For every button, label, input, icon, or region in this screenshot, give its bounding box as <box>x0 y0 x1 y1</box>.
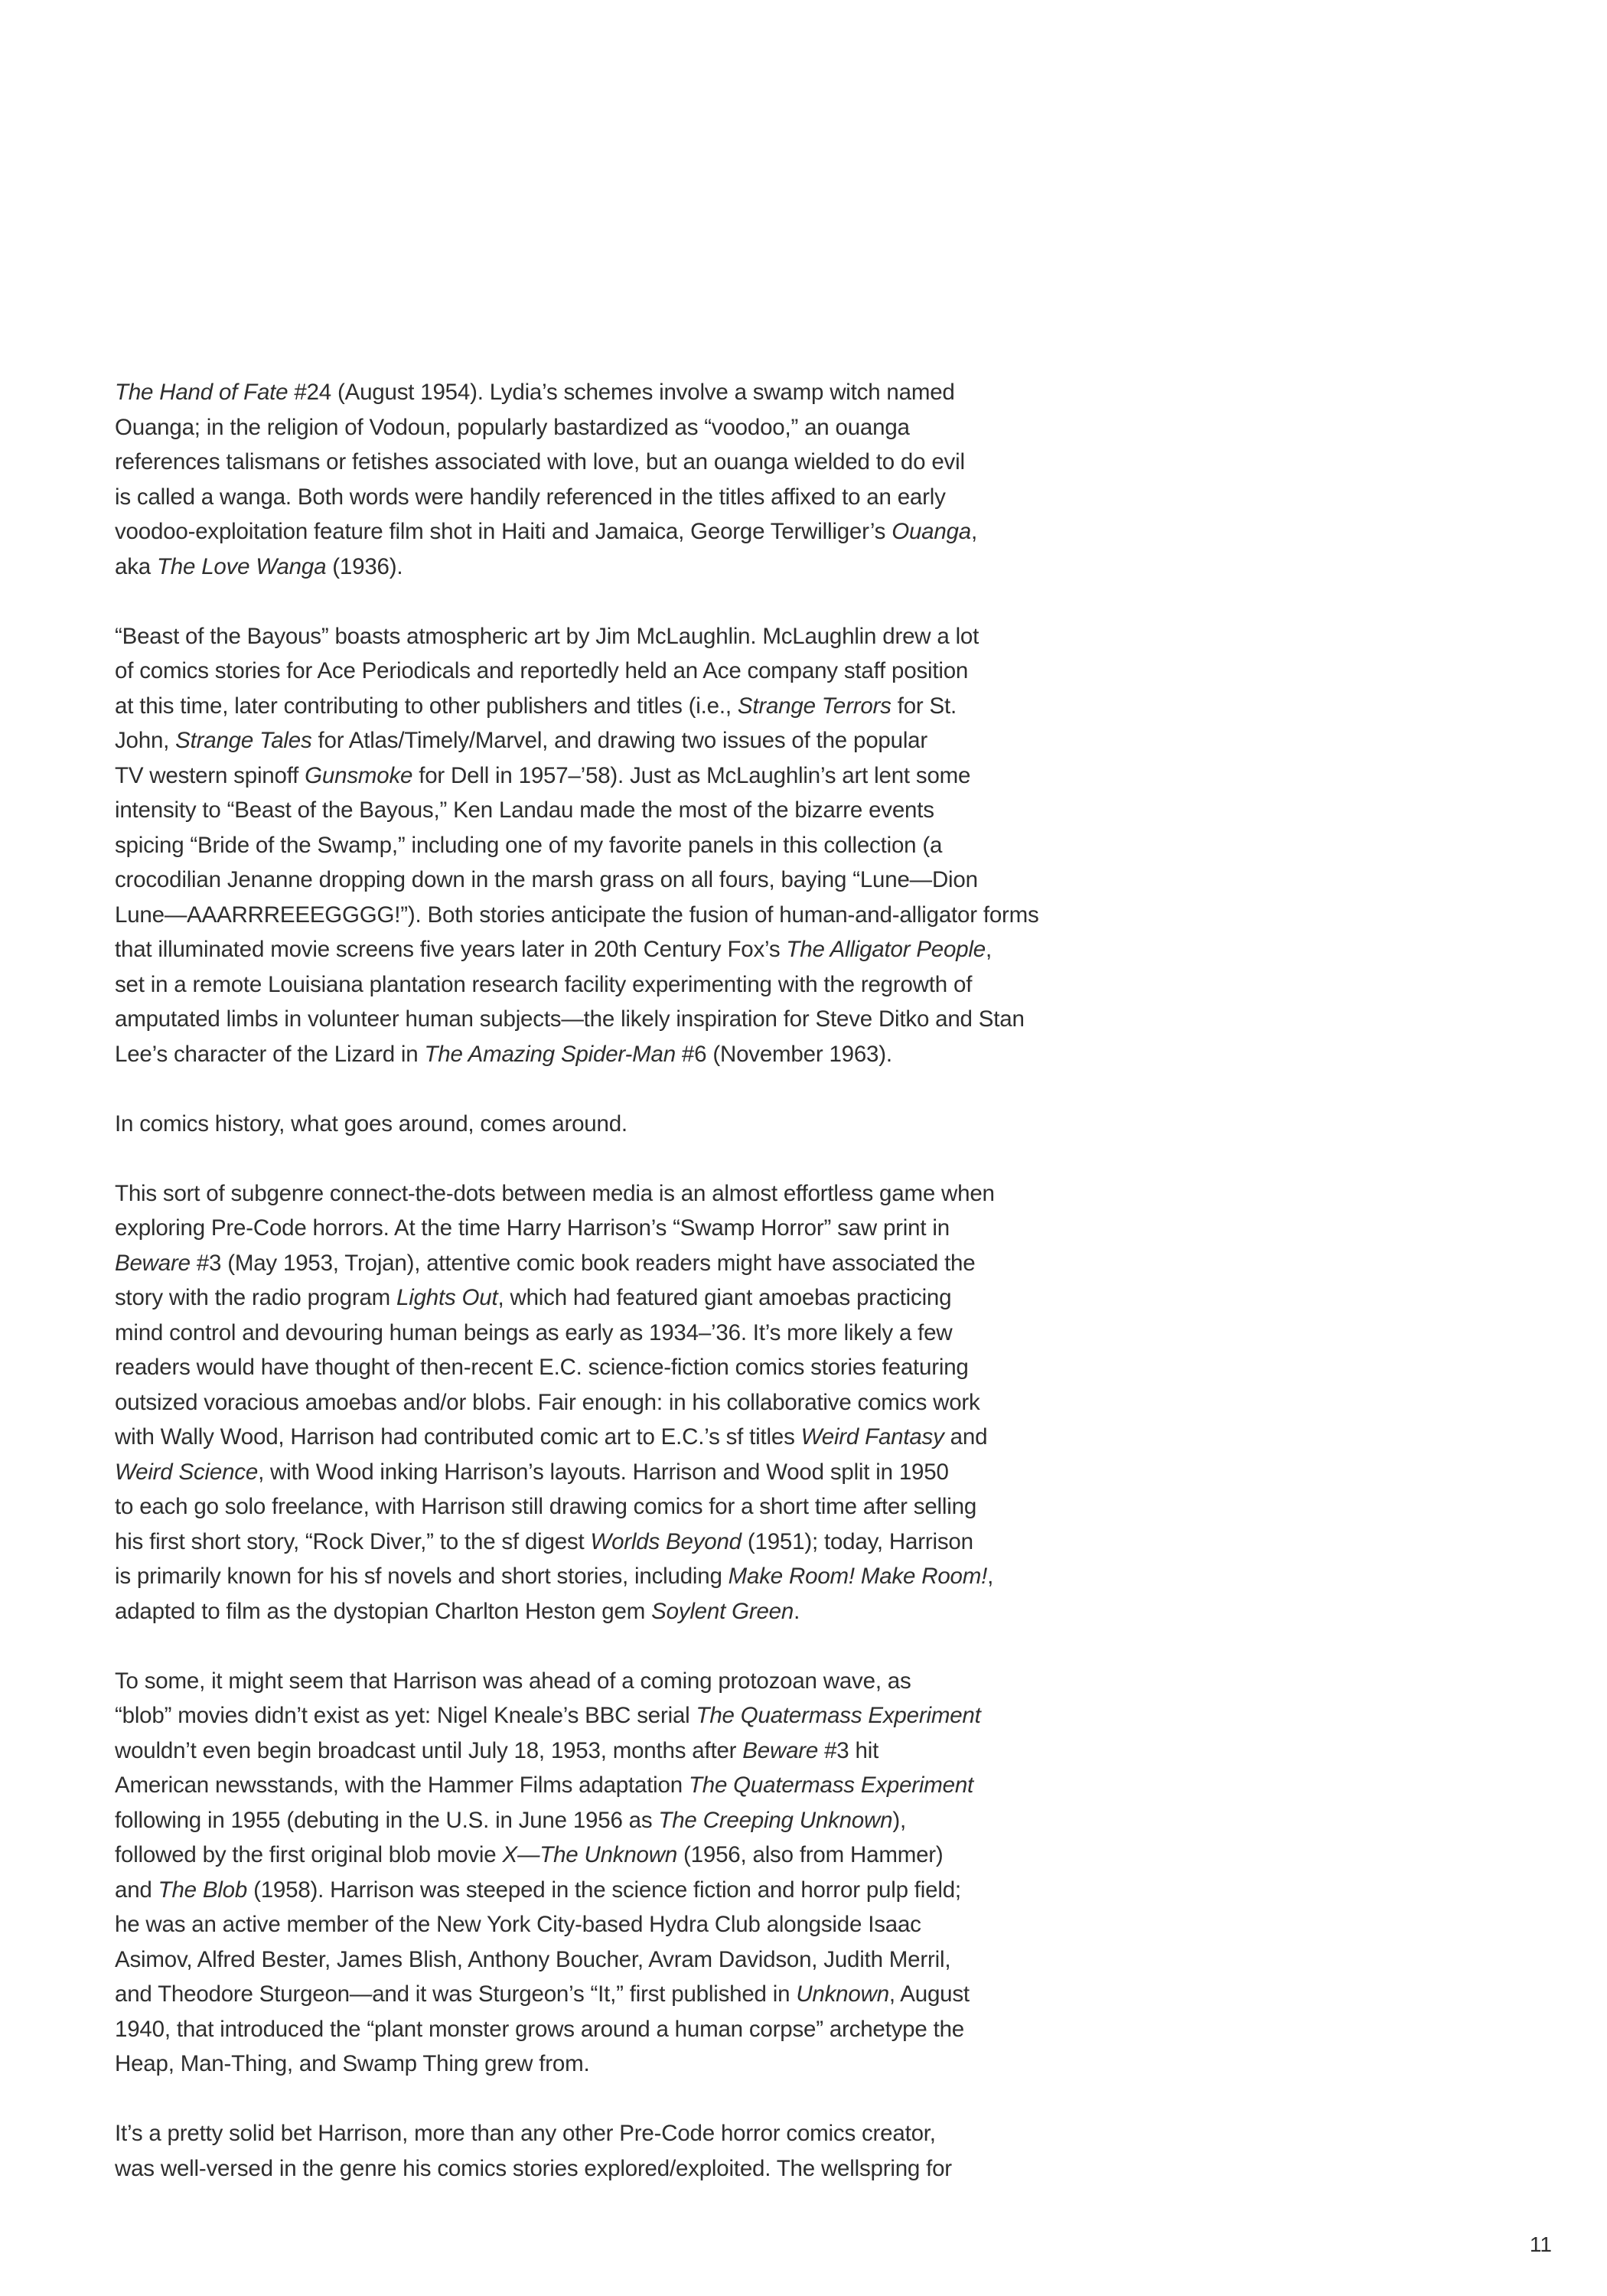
text-run: mind control and devouring human beings as early as 1934–’36. It’s more likely a few <box>115 1319 953 1345</box>
text-run: following in 1955 (debuting in the U.S. in June 1956 as <box>115 1807 659 1833</box>
text-line <box>115 723 1064 758</box>
text-line <box>115 793 1064 828</box>
text-line <box>115 1420 1064 1455</box>
text-line <box>115 619 1064 654</box>
text-line <box>115 1907 1064 1942</box>
text-line <box>115 654 1064 689</box>
text-run: Ouanga; in the religion of Vodoun, popularly bastardized as “voodoo,” an ouanga <box>115 414 910 440</box>
text-line <box>115 967 1064 1003</box>
paragraph <box>115 1176 1064 1629</box>
text-line <box>115 898 1064 933</box>
italic-title: X—The Unknown <box>502 1842 678 1867</box>
text-line <box>115 2012 1064 2047</box>
text-line <box>115 863 1064 898</box>
text-run: is primarily known for his sf novels and short stories, including <box>115 1564 729 1589</box>
text-line <box>115 410 1064 445</box>
text-run: To some, it might seem that Harrison was ahead of a coming protozoan wave, as <box>115 1668 911 1694</box>
italic-title: Unknown <box>796 1981 889 2007</box>
text-run: and <box>115 1877 158 1903</box>
text-run: TV western spinoff <box>115 762 305 788</box>
text-line <box>115 1350 1064 1385</box>
paragraph <box>115 1107 1064 1142</box>
body-text-column <box>115 375 1064 2221</box>
text-line <box>115 689 1064 724</box>
text-run: , with Wood inking Harrison’s layouts. Harrison and Wood split in 1950 <box>258 1459 949 1485</box>
italic-title: Beware <box>115 1250 191 1276</box>
text-run: with Wally Wood, Harrison had contributed comic art to E.C.’s sf titles <box>115 1424 801 1450</box>
text-run: intensity to “Beast of the Bayous,” Ken Landau made the most of the bizarre events <box>115 797 934 823</box>
text-run: adapted to film as the dystopian Charlton Heston gem <box>115 1598 652 1624</box>
text-run: Lune—AAARRREEEGGGG!”). Both stories anticipate the fusion of human-and-alligator forms <box>115 902 1039 928</box>
text-run: readers would have thought of then-recent E.C. science-fiction comics stories featuring <box>115 1355 969 1380</box>
text-run: spicing “Bride of the Swamp,” including one of my favorite panels in this collection (a <box>115 832 943 858</box>
paragraph <box>115 2116 1064 2186</box>
text-line <box>115 514 1064 550</box>
page-number: 11 <box>1529 2232 1552 2256</box>
text-run: set in a remote Louisiana plantation research facility experimenting with the regrowth of <box>115 971 973 997</box>
text-line <box>115 1176 1064 1212</box>
text-line <box>115 1385 1064 1420</box>
text-run: story with the radio program <box>115 1285 397 1310</box>
text-run: (1958). Harrison was steeped in the science fiction and horror pulp field; <box>247 1877 961 1903</box>
text-line <box>115 1002 1064 1037</box>
text-line <box>115 1664 1064 1699</box>
text-run: at this time, later contributing to other publishers and titles (i.e., <box>115 693 738 719</box>
text-run: references talismans or fetishes associated with love, but an ouanga wielded to do evil <box>115 449 965 475</box>
text-run: , <box>970 519 977 544</box>
italic-title: The Amazing Spider-Man <box>424 1041 676 1067</box>
text-run: and <box>944 1424 988 1450</box>
text-line <box>115 375 1064 410</box>
text-run: 1940, that introduced the “plant monster grows around a human corpse” archetype the <box>115 2016 964 2042</box>
italic-title: The Alligator People <box>786 937 986 962</box>
text-run: “blob” movies didn’t exist as yet: Nigel Kneale’s BBC serial <box>115 1703 696 1728</box>
text-run: he was an active member of the New York City-based Hydra Club alongside Isaac <box>115 1912 921 1937</box>
text-run: , <box>987 1564 994 1589</box>
text-run: , which had featured giant amoebas practicing <box>497 1285 952 1310</box>
text-run: American newsstands, with the Hammer Films adaptation <box>115 1773 689 1798</box>
text-run: “Beast of the Bayous” boasts atmospheric art by Jim McLaughlin. McLaughlin drew a lot <box>115 623 980 649</box>
text-line <box>115 1977 1064 2012</box>
text-run: #3 (May 1953, Trojan), attentive comic book readers might have associated the <box>190 1250 976 1276</box>
text-line <box>115 828 1064 863</box>
text-run: Asimov, Alfred Bester, James Blish, Anthony Boucher, Avram Davidson, Judith Merril, <box>115 1946 951 1972</box>
text-line <box>115 1316 1064 1351</box>
italic-title: Beware <box>742 1737 819 1763</box>
text-run: crocodilian Jenanne dropping down in the marsh grass on all fours, baying “Lune—Dion <box>115 867 978 892</box>
text-run: to each go solo freelance, with Harrison still drawing comics for a short time after selling <box>115 1494 977 1519</box>
text-line <box>115 1873 1064 1908</box>
text-run: voodoo-exploitation feature film shot in Haiti and Jamaica, George Terwilliger’s <box>115 519 892 544</box>
italic-title: The Quatermass Experiment <box>688 1773 974 1798</box>
italic-title: The Blob <box>158 1877 248 1903</box>
paragraph <box>115 375 1064 584</box>
text-run: It’s a pretty solid bet Harrison, more than any other Pre-Code horror comics creator, <box>115 2121 936 2146</box>
text-line <box>115 550 1064 585</box>
text-run: Lee’s character of the Lizard in <box>115 1041 425 1067</box>
text-run: for St. <box>891 693 957 719</box>
text-run: In comics history, what goes around, comes around. <box>115 1110 627 1137</box>
text-line <box>115 1698 1064 1733</box>
italic-title: Make Room! Make Room! <box>728 1564 988 1589</box>
text-run: outsized voracious amoebas and/or blobs. Fair enough: in his collaborative comics work <box>115 1389 980 1415</box>
text-line <box>115 1455 1064 1490</box>
italic-title: Lights Out <box>396 1285 498 1310</box>
text-line <box>115 758 1064 794</box>
paragraph <box>115 1664 1064 2082</box>
text-run: Heap, Man-Thing, and Swamp Thing grew from. <box>115 2051 590 2076</box>
text-run: , August <box>888 1981 970 2007</box>
text-line <box>115 1838 1064 1873</box>
text-line <box>115 1525 1064 1560</box>
text-line <box>115 1107 1064 1142</box>
text-run: is called a wanga. Both words were handily referenced in the titles affixed to an early <box>115 484 946 510</box>
text-line <box>115 2047 1064 2082</box>
paragraph <box>115 619 1064 1072</box>
text-run: #3 hit <box>818 1737 879 1763</box>
italic-title: The Hand of Fate <box>115 380 288 405</box>
text-run: (1956, also from Hammer) <box>677 1842 944 1867</box>
italic-title: Soylent Green <box>651 1598 794 1624</box>
text-run: aka <box>115 553 157 579</box>
text-line <box>115 480 1064 515</box>
text-run: #6 (November 1963). <box>675 1041 892 1067</box>
text-run: , <box>986 937 992 962</box>
text-line <box>115 1559 1064 1594</box>
italic-title: Strange Terrors <box>737 693 892 719</box>
text-line <box>115 1594 1064 1629</box>
text-line <box>115 1733 1064 1769</box>
text-run: . <box>794 1598 800 1624</box>
text-line <box>115 2116 1064 2151</box>
text-run: (1951); today, Harrison <box>741 1528 973 1554</box>
text-run: for Atlas/Timely/Marvel, and drawing two issues of the popular <box>311 728 928 753</box>
text-run: wouldn’t even begin broadcast until July 18, 1953, months after <box>115 1737 743 1763</box>
text-run: John, <box>115 728 176 753</box>
text-run: exploring Pre-Code horrors. At the time Harry Harrison’s “Swamp Horror” saw print in <box>115 1215 950 1241</box>
italic-title: Weird Fantasy <box>800 1424 944 1450</box>
text-run: amputated limbs in volunteer human subjects—the likely inspiration for Steve Ditko and Stan <box>115 1006 1025 1032</box>
text-run: that illuminated movie screens five years later in 20th Century Fox’s <box>115 937 787 962</box>
text-run: ), <box>892 1807 906 1833</box>
text-line <box>115 932 1064 967</box>
text-run: was well-versed in the genre his comics stories explored/exploited. The wellspring for <box>115 2155 952 2181</box>
text-line <box>115 1489 1064 1525</box>
text-line <box>115 1768 1064 1803</box>
italic-title: The Quatermass Experiment <box>696 1703 981 1728</box>
text-line <box>115 1942 1064 1978</box>
italic-title: Worlds Beyond <box>590 1528 742 1554</box>
text-line <box>115 1211 1064 1246</box>
text-run: his first short story, “Rock Diver,” to the sf digest <box>115 1528 591 1554</box>
text-line <box>115 2151 1064 2187</box>
text-line <box>115 1280 1064 1316</box>
text-run: of comics stories for Ace Periodicals and reportedly held an Ace company staff position <box>115 658 969 683</box>
text-line <box>115 445 1064 480</box>
text-run: followed by the first original blob movie <box>115 1842 503 1867</box>
text-line <box>115 1803 1064 1838</box>
italic-title: Ouanga <box>892 519 971 544</box>
italic-title: Strange Tales <box>175 728 312 753</box>
text-line <box>115 1037 1064 1072</box>
text-run: #24 (August 1954). Lydia’s schemes involve a swamp witch named <box>288 380 955 405</box>
text-run: This sort of subgenre connect-the-dots between media is an almost effortless game when <box>115 1180 995 1206</box>
italic-title: Gunsmoke <box>305 762 413 788</box>
italic-title: The Love Wanga <box>156 553 327 579</box>
italic-title: The Creeping Unknown <box>658 1807 893 1833</box>
text-line <box>115 1246 1064 1281</box>
text-run: (1936). <box>326 553 403 579</box>
italic-title: Weird Science <box>115 1459 259 1485</box>
text-run: for Dell in 1957–’58). Just as McLaughlin’s art lent some <box>412 762 971 788</box>
text-run: and Theodore Sturgeon—and it was Sturgeon’s “It,” first published in <box>115 1981 797 2007</box>
